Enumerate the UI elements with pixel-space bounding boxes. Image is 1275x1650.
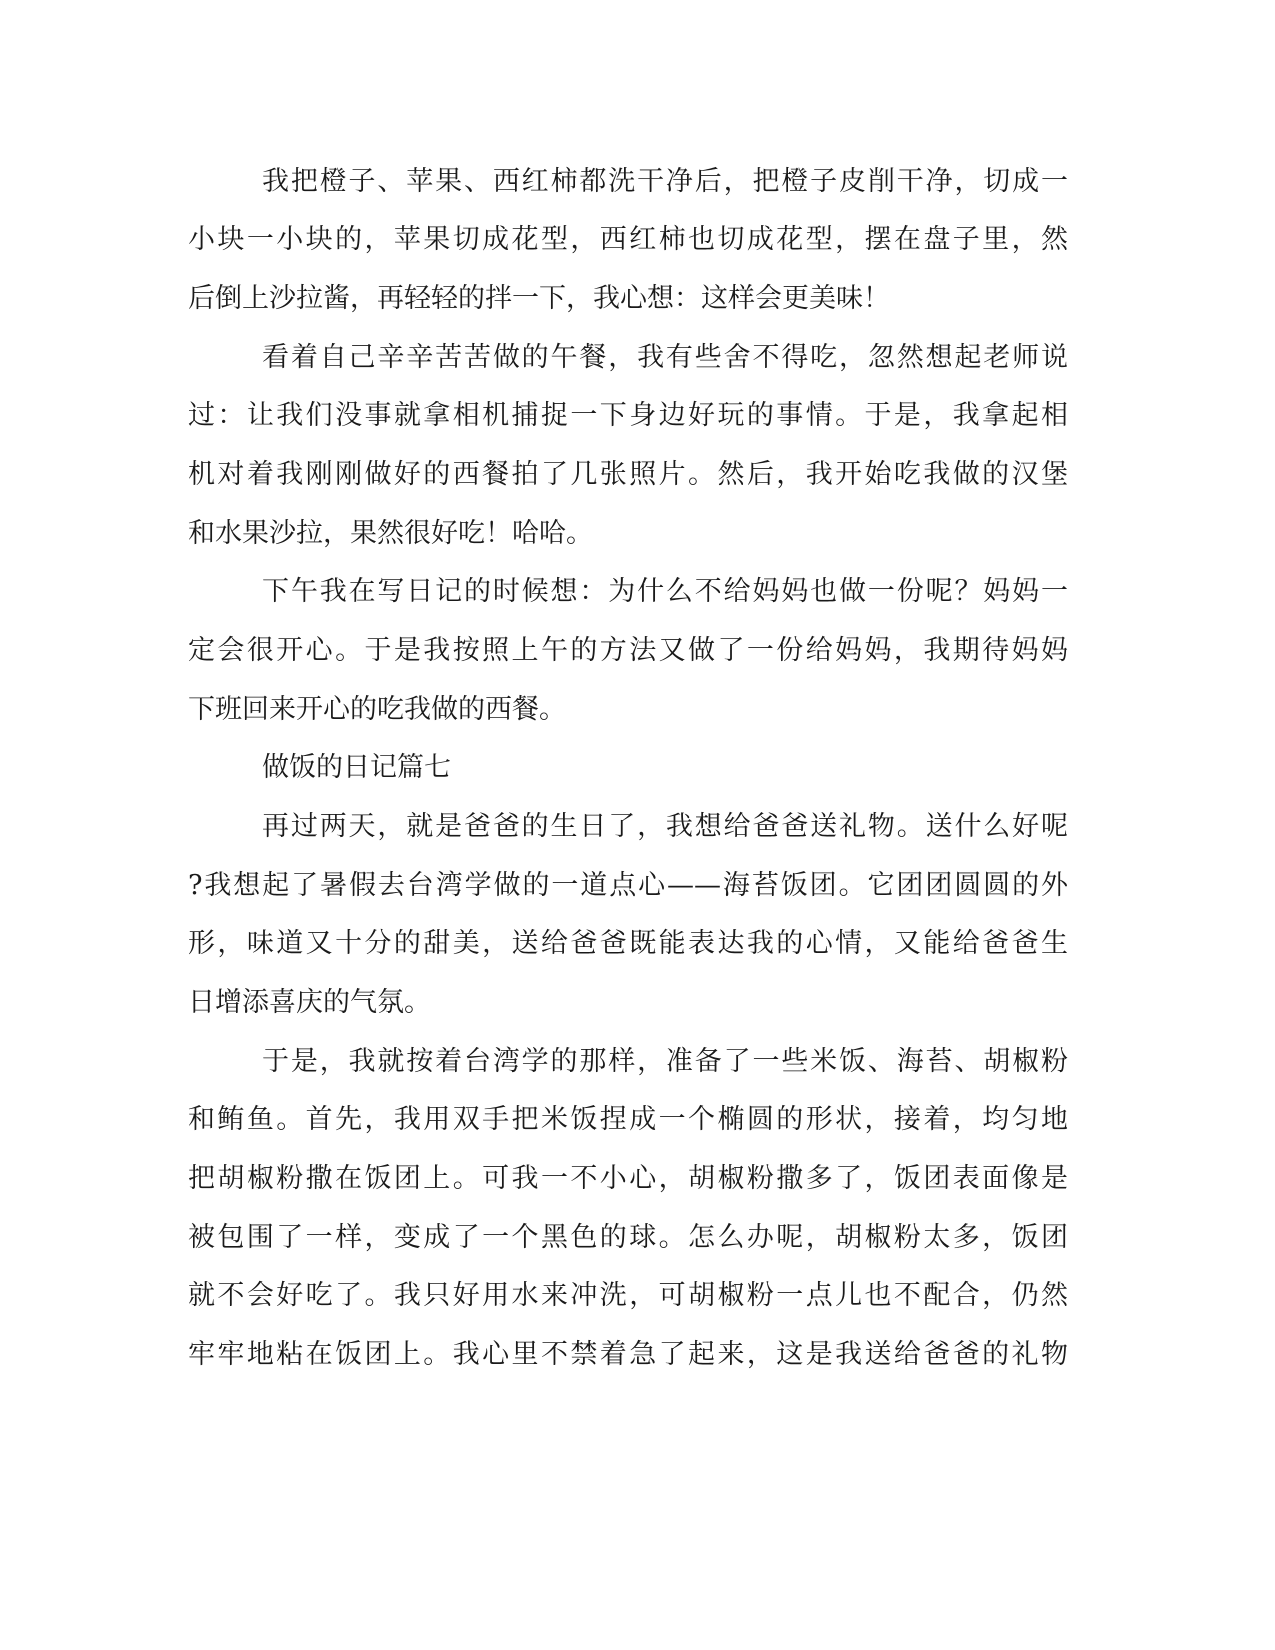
text-line: 下午我在写日记的时候想：为什么不给妈妈也做一份呢？妈妈一 [262,576,1068,607]
section-heading: 做饭的日记篇七 [262,752,451,783]
text-line: 后倒上沙拉酱，再轻轻的拌一下，我心想：这样会更美味！ [188,283,890,314]
text-line: 过：让我们没事就拿相机捕捉一下身边好玩的事情。于是，我拿起相 [188,400,1068,431]
text-line: 小块一小块的，苹果切成花型，西红柿也切成花型，摆在盘子里，然 [188,224,1068,255]
text-line: 于是，我就按着台湾学的那样，准备了一些米饭、海苔、胡椒粉 [262,1046,1068,1077]
text-line: 牢牢地粘在饭团上。我心里不禁着急了起来，这是我送给爸爸的礼物 [188,1339,1068,1370]
text-line: 被包围了一样，变成了一个黑色的球。怎么办呢，胡椒粉太多，饭团 [188,1222,1068,1253]
text-line: 把胡椒粉撒在饭团上。可我一不小心，胡椒粉撒多了，饭团表面像是 [188,1163,1068,1194]
text-line: 日增添喜庆的气氛。 [188,987,431,1018]
text-line: 看着自己辛辛苦苦做的午餐，我有些舍不得吃，忽然想起老师说 [262,342,1068,373]
text-line: 再过两天，就是爸爸的生日了，我想给爸爸送礼物。送什么好呢 [262,811,1068,842]
text-line: 和鲔鱼。首先，我用双手把米饭捏成一个椭圆的形状，接着，均匀地 [188,1104,1068,1135]
text-line: 就不会好吃了。我只好用水来冲洗，可胡椒粉一点儿也不配合，仍然 [188,1280,1068,1311]
text-line: 定会很开心。于是我按照上午的方法又做了一份给妈妈，我期待妈妈 [188,635,1068,666]
text-line: 我把橙子、苹果、西红柿都洗干净后，把橙子皮削干净，切成一 [262,166,1068,197]
text-line: ?我想起了暑假去台湾学做的一道点心——海苔饭团。它团团圆圆的外 [188,870,1068,901]
text-line: 机对着我刚刚做好的西餐拍了几张照片。然后，我开始吃我做的汉堡 [188,459,1068,490]
text-line: 下班回来开心的吃我做的西餐。 [188,694,566,725]
text-line: 形，味道又十分的甜美，送给爸爸既能表达我的心情，又能给爸爸生 [188,928,1068,959]
text-line: 和水果沙拉，果然很好吃！哈哈。 [188,518,593,549]
